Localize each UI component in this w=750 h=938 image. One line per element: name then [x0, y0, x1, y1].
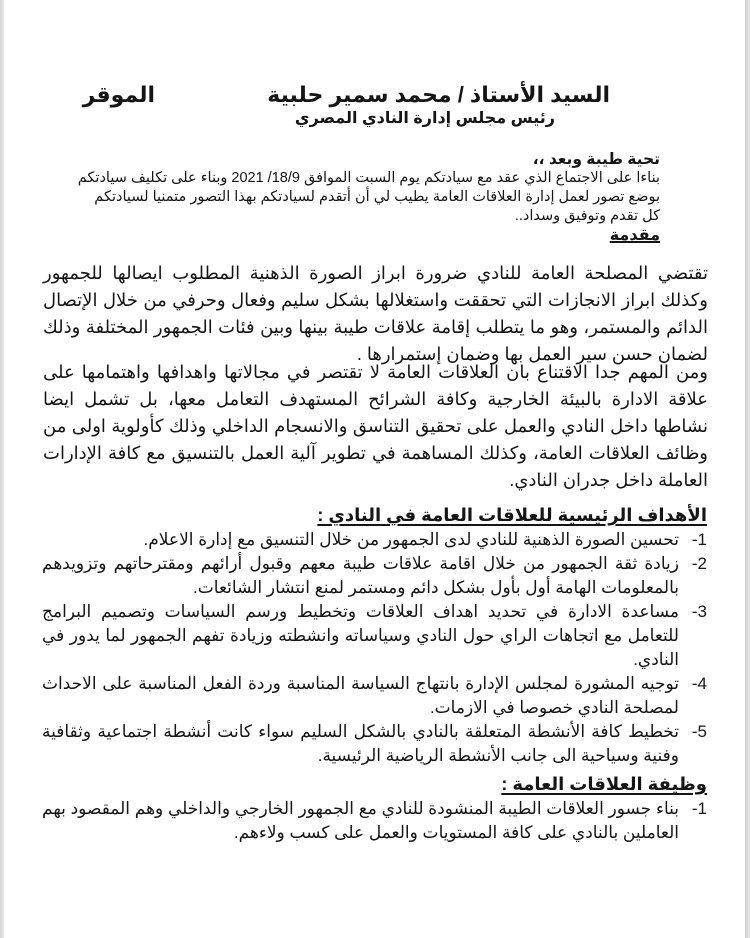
item-number: 2- — [691, 554, 707, 573]
opening-line: بوضع تصور لعمل إدارة العلاقات العامة يطيب لي أن أتقدم لسيادتكم بهذا التصور متمنيا لسيادتكم — [94, 189, 660, 205]
recipient-honorific: الموقر — [82, 82, 155, 107]
opening-line: كل تقدم وتوفيق وسداد.. — [514, 208, 660, 224]
item-number: 1- — [691, 530, 707, 549]
recipient-title: رئيس مجلس إدارة النادي المصري — [294, 110, 555, 127]
objectives-list — [42, 528, 707, 768]
objectives-heading: الأهداف الرئيسية للعلاقات العامة في النادي : — [317, 505, 707, 525]
functions-list — [42, 797, 707, 845]
item-number: 4- — [691, 674, 707, 693]
item-text: زيادة ثقة الجمهور من خلال اقامة علاقات طيبة معهم وقبول أرائهم ومقترحاتهم وتزويدهم بالمعلومات الهامة أول بأول بشكل دائم ومستمر لمنع انتشار الشائعات. — [42, 554, 679, 597]
functions-heading: وظيفة العلاقات العامة : — [501, 774, 707, 794]
greeting: تحية طيبة وبعد ،، — [532, 151, 660, 168]
item-text: تحسين الصورة الذهنية للنادي لدى الجمهور من خلال التنسيق مع إدارة الاعلام. — [143, 530, 679, 549]
item-text: تخطيط كافة الأنشطة المتعلقة بالنادي بالشكل السليم سواء كانت أنشطة اجتماعية وثقافية وفنية وسياحية الى جانب الأنشطة الرياضية الرئيسية. — [42, 722, 679, 765]
opening-line: بناءا على الاجتماع الذي عقد مع سيادتكم يوم السبت الموافق 18/9/ 2021 وبناء على تكليف سيادتكم — [77, 170, 660, 186]
item-number: 5- — [691, 722, 707, 741]
list-item — [42, 720, 707, 768]
item-number: 3- — [691, 602, 707, 621]
list-item — [42, 600, 707, 672]
intro-paragraph-2 — [43, 359, 708, 494]
recipient-name: السيد الأستاذ / محمد سمير حلبية — [267, 82, 610, 107]
list-item — [42, 797, 707, 845]
paragraph-text: ومن المهم جدا الاقتناع بان العلاقات العامة لا تقتصر في مجالاتها واهدافها واهتمامها على علاقة الادارة بالبيئة الخارجية وكافة الشرائح المستهدف التعامل معها، بل تشمل ايضا نشاطها داخل النادي والعمل على تحقيق التناسق والانسجام الداخلي وذلك كأولوية اولى من وظائف العلاقات العامة، وكذلك المساهمة في تطوير آلية العمل بالتنسيق مع كافة الإدارات العاملة داخل جدران النادي. — [43, 362, 708, 490]
list-item — [42, 672, 707, 720]
intro-heading: مقدمة — [609, 227, 660, 244]
item-text: توجيه المشورة لمجلس الإدارة بانتهاج السياسة المناسبة وردة الفعل المناسبة على الاحداث لمصلحة النادي خصوصا في الازمات. — [42, 674, 679, 717]
letter-opening — [60, 150, 660, 245]
intro-paragraph-1 — [43, 260, 708, 368]
paragraph-text: تقتضي المصلحة العامة للنادي ضرورة ابراز الصورة الذهنية المطلوب ايصالها للجمهور وكذلك ابراز الانجازات التي تحققت واستغلالها بشكل سليم وفعال وحرفي من خلال الإتصال الدائم والمستمر، وهو ما يتطلب إقامة علاقات طيبة بينها وبين فئات الجمهور المختلفة وذلك لضمان حسن سير العمل بها وضمان إستمرارها . — [43, 263, 708, 364]
item-number: 1- — [691, 799, 707, 818]
list-item — [42, 552, 707, 600]
list-item — [42, 528, 707, 552]
item-text: بناء جسور العلاقات الطيبة المنشودة للنادي مع الجمهور الخارجي والداخلي وهم المقصود بهم العاملين بالنادي على كافة المستويات والعمل على كسب ولاءهم. — [42, 799, 679, 842]
item-text: مساعدة الادارة في تحديد اهداف العلاقات وتخطيط ورسم السياسات وتصميم البرامج للتعامل مع اتجاهات الراي حول النادي وسياساته وانشطته وزيادة تفهم الجمهور لما يدور في النادي. — [42, 602, 679, 669]
